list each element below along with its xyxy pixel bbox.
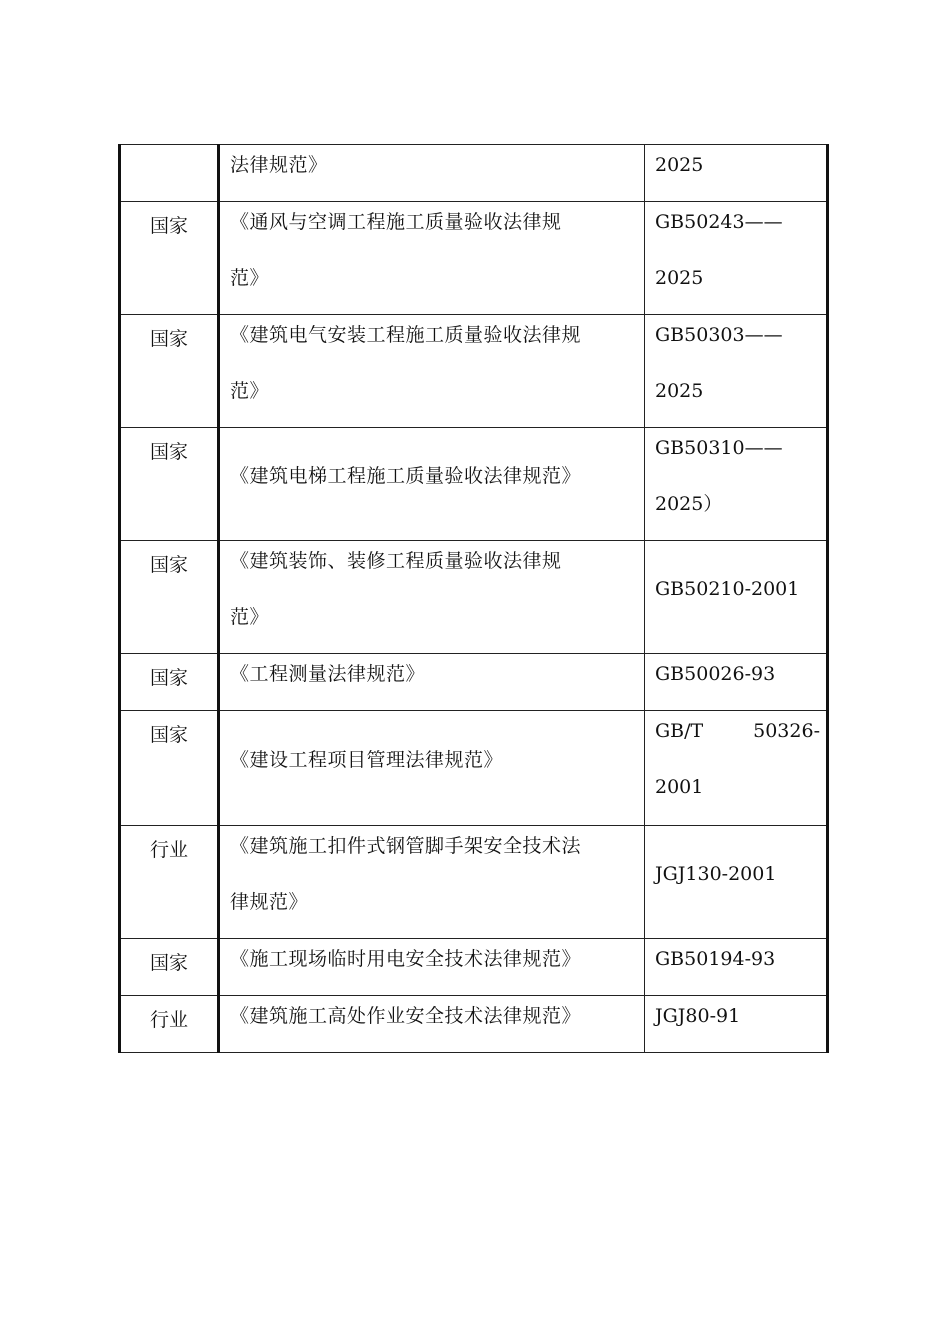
code-text: 2001 bbox=[655, 776, 704, 798]
code-line-justified bbox=[655, 711, 820, 767]
code-text: JGJ80-91 bbox=[655, 1005, 741, 1027]
level-cell bbox=[120, 202, 219, 315]
code-cell bbox=[645, 996, 828, 1053]
level-text: 国家 bbox=[149, 441, 188, 463]
table-row bbox=[120, 315, 828, 428]
table-row bbox=[120, 202, 828, 315]
level-cell bbox=[120, 315, 219, 428]
code-cell bbox=[645, 939, 828, 996]
title-cell bbox=[219, 939, 645, 996]
code-text: GB50026-93 bbox=[655, 663, 776, 685]
level-text: 国家 bbox=[149, 952, 188, 974]
title-text: 《建筑施工扣件式钢管脚手架安全技术法 bbox=[230, 835, 582, 857]
level-text: 行业 bbox=[149, 839, 188, 861]
code-cell bbox=[645, 428, 828, 541]
level-cell bbox=[120, 711, 219, 826]
title-cell bbox=[219, 996, 645, 1053]
title-text: 《通风与空调工程施工质量验收法律规 bbox=[230, 211, 562, 233]
title-cell bbox=[219, 145, 645, 202]
code-cell bbox=[645, 541, 828, 654]
table-row bbox=[120, 654, 828, 711]
level-cell bbox=[120, 541, 219, 654]
level-cell bbox=[120, 939, 219, 996]
level-cell bbox=[120, 826, 219, 939]
title-text: 范》 bbox=[230, 267, 270, 289]
code-text: 2025 bbox=[655, 380, 704, 402]
table-row bbox=[120, 145, 828, 202]
level-cell bbox=[120, 654, 219, 711]
title-text: 法律规范》 bbox=[230, 154, 328, 176]
code-text: GB50303—— bbox=[655, 324, 783, 346]
level-text: 国家 bbox=[149, 667, 188, 689]
title-text: 《建筑电梯工程施工质量验收法律规范》 bbox=[230, 465, 582, 487]
table-row bbox=[120, 826, 828, 939]
level-text: 行业 bbox=[149, 1009, 188, 1031]
level-cell bbox=[120, 145, 219, 202]
level-text bbox=[121, 149, 217, 189]
title-cell bbox=[219, 654, 645, 711]
code-text: 2025） bbox=[655, 493, 723, 515]
title-text: 范》 bbox=[230, 606, 270, 628]
code-cell bbox=[645, 711, 828, 826]
title-text: 《施工现场临时用电安全技术法律规范》 bbox=[230, 948, 582, 970]
title-text: 《建筑施工高处作业安全技术法律规范》 bbox=[230, 1005, 582, 1027]
table-row bbox=[120, 996, 828, 1053]
level-text: 国家 bbox=[149, 724, 188, 746]
title-cell bbox=[219, 202, 645, 315]
title-cell bbox=[219, 428, 645, 541]
code-cell bbox=[645, 145, 828, 202]
code-text: 50326- bbox=[753, 720, 820, 742]
level-cell bbox=[120, 428, 219, 541]
table-row bbox=[120, 711, 828, 826]
code-text: 2025 bbox=[655, 267, 704, 289]
title-cell bbox=[219, 315, 645, 428]
level-text: 国家 bbox=[149, 215, 188, 237]
title-text: 《工程测量法律规范》 bbox=[230, 663, 426, 685]
code-text: GB/T bbox=[655, 720, 704, 742]
level-text: 国家 bbox=[149, 554, 188, 576]
code-cell bbox=[645, 315, 828, 428]
code-text: JGJ130-2001 bbox=[655, 863, 777, 885]
table-row bbox=[120, 939, 828, 996]
table-row bbox=[120, 428, 828, 541]
code-text: GB50243—— bbox=[655, 211, 783, 233]
code-text: GB50210-2001 bbox=[655, 578, 800, 600]
code-cell bbox=[645, 202, 828, 315]
level-text: 国家 bbox=[149, 328, 188, 350]
level-cell bbox=[120, 996, 219, 1053]
title-text: 《建筑装饰、装修工程质量验收法律规 bbox=[230, 550, 562, 572]
title-text: 律规范》 bbox=[230, 891, 309, 913]
title-text: 《建设工程项目管理法律规范》 bbox=[230, 749, 504, 771]
title-text: 范》 bbox=[230, 380, 270, 402]
title-text: 《建筑电气安装工程施工质量验收法律规 bbox=[230, 324, 582, 346]
title-cell bbox=[219, 826, 645, 939]
code-text: GB50310—— bbox=[655, 437, 783, 459]
code-cell bbox=[645, 654, 828, 711]
code-cell bbox=[645, 826, 828, 939]
standards-table bbox=[118, 144, 829, 1053]
table-row bbox=[120, 541, 828, 654]
code-text: 2025 bbox=[655, 154, 704, 176]
title-cell bbox=[219, 541, 645, 654]
code-text: GB50194-93 bbox=[655, 948, 776, 970]
title-cell bbox=[219, 711, 645, 826]
